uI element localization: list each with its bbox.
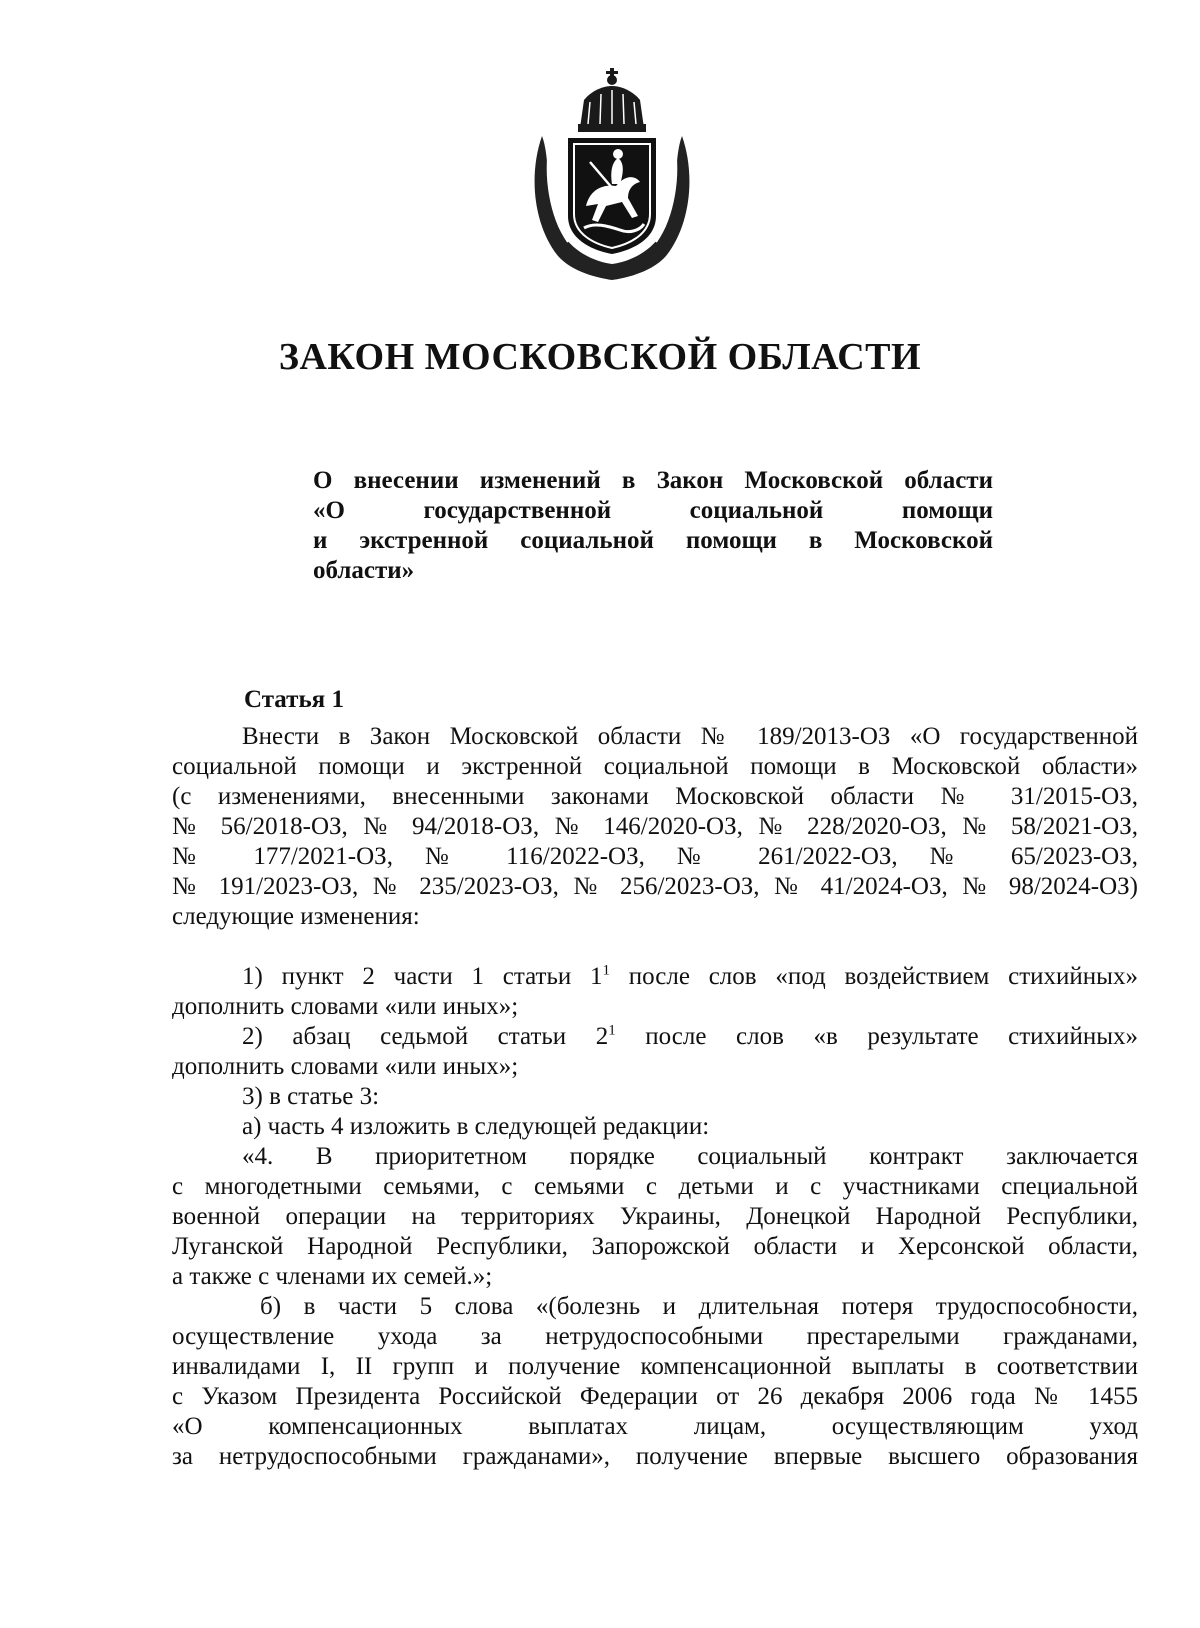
- coat-of-arms-emblem: [528, 66, 696, 282]
- text-line: за нетрудоспособными гражданами», получение впервые высшего образования: [172, 1443, 1138, 1470]
- text-line: с Указом Президента Российской Федерации от 26 декабря 2006 года № 1455: [172, 1383, 1138, 1410]
- intro-paragraph: [172, 722, 1138, 932]
- text-line: дополнить словами «или иных»;: [172, 1053, 519, 1080]
- text-line: социальной помощи и экстренной социальной помощи в Московской области»: [172, 753, 1138, 780]
- quote-line: Луганской Народной Республики, Запорожской области и Херсонской области,: [172, 1233, 1138, 1260]
- amendment-item-2: 2) абзац седьмой статьи $2^1$ после слов «в результате стихийных»: [242, 1022, 1138, 1050]
- subject-line: «О государственной социальной помощи: [313, 497, 993, 524]
- quote-line: «4. В приоритетном порядке социальный контракт заключается: [242, 1143, 1138, 1170]
- text-line: (с изменениями, внесенными законами Московской области № 31/2015-ОЗ,: [172, 783, 1138, 810]
- text-line: дополнить словами «или иных»;: [172, 993, 519, 1020]
- text-line: Внести в Закон Московской области № 189/2013-ОЗ «О государственной: [242, 723, 1138, 750]
- quote-line: военной операции на территориях Украины, Донецкой Народной Республики,: [172, 1203, 1138, 1230]
- text-line: осуществление ухода за нетрудоспособными престарелыми гражданами,: [172, 1323, 1138, 1350]
- text-line: следующие изменения:: [172, 903, 420, 930]
- text-line: инвалидами I, II групп и получение компенсационной выплаты в соответствии: [172, 1353, 1138, 1380]
- amendment-item-3a: а) часть 4 изложить в следующей редакции:: [242, 1113, 710, 1140]
- text-line: «О компенсационных выплатах лицам, осуществляющим уход: [172, 1413, 1138, 1440]
- amendment-item-3b: б) в части 5 слова «(болезнь и длительная потеря трудоспособности,: [260, 1293, 1138, 1320]
- text-line: № 191/2023-ОЗ, № 235/2023-ОЗ, № 256/2023-ОЗ, № 41/2024-ОЗ, № 98/2024-ОЗ): [172, 873, 1138, 900]
- subject-line: и экстренной социальной помощи в Московской: [313, 527, 993, 554]
- amendment-item-1: 1) пункт 2 части 1 статьи $1^1$ после слов «под воздействием стихийных»: [242, 962, 1138, 990]
- text-line: № 56/2018-ОЗ, № 94/2018-ОЗ, № 146/2020-ОЗ, № 228/2020-ОЗ, № 58/2021-ОЗ,: [172, 813, 1138, 840]
- quote-line: с многодетными семьями, с семьями с детьми и с участниками специальной: [172, 1173, 1138, 1200]
- subject-line: О внесении изменений в Закон Московской области: [313, 467, 993, 494]
- quote-line: а также с членами их семей.»;: [172, 1263, 493, 1290]
- subject-line: области»: [313, 557, 415, 584]
- article-heading: Статья 1: [244, 686, 344, 713]
- law-subject: [313, 466, 993, 586]
- text-line: № 177/2021-ОЗ, № 116/2022-ОЗ, № 261/2022-ОЗ, № 65/2023-ОЗ,: [172, 843, 1138, 870]
- document-title: ЗАКОН МОСКОВСКОЙ ОБЛАСТИ: [278, 336, 922, 378]
- amendments-list: [172, 962, 1138, 1472]
- amendment-item-3: 3) в статье 3:: [242, 1083, 380, 1110]
